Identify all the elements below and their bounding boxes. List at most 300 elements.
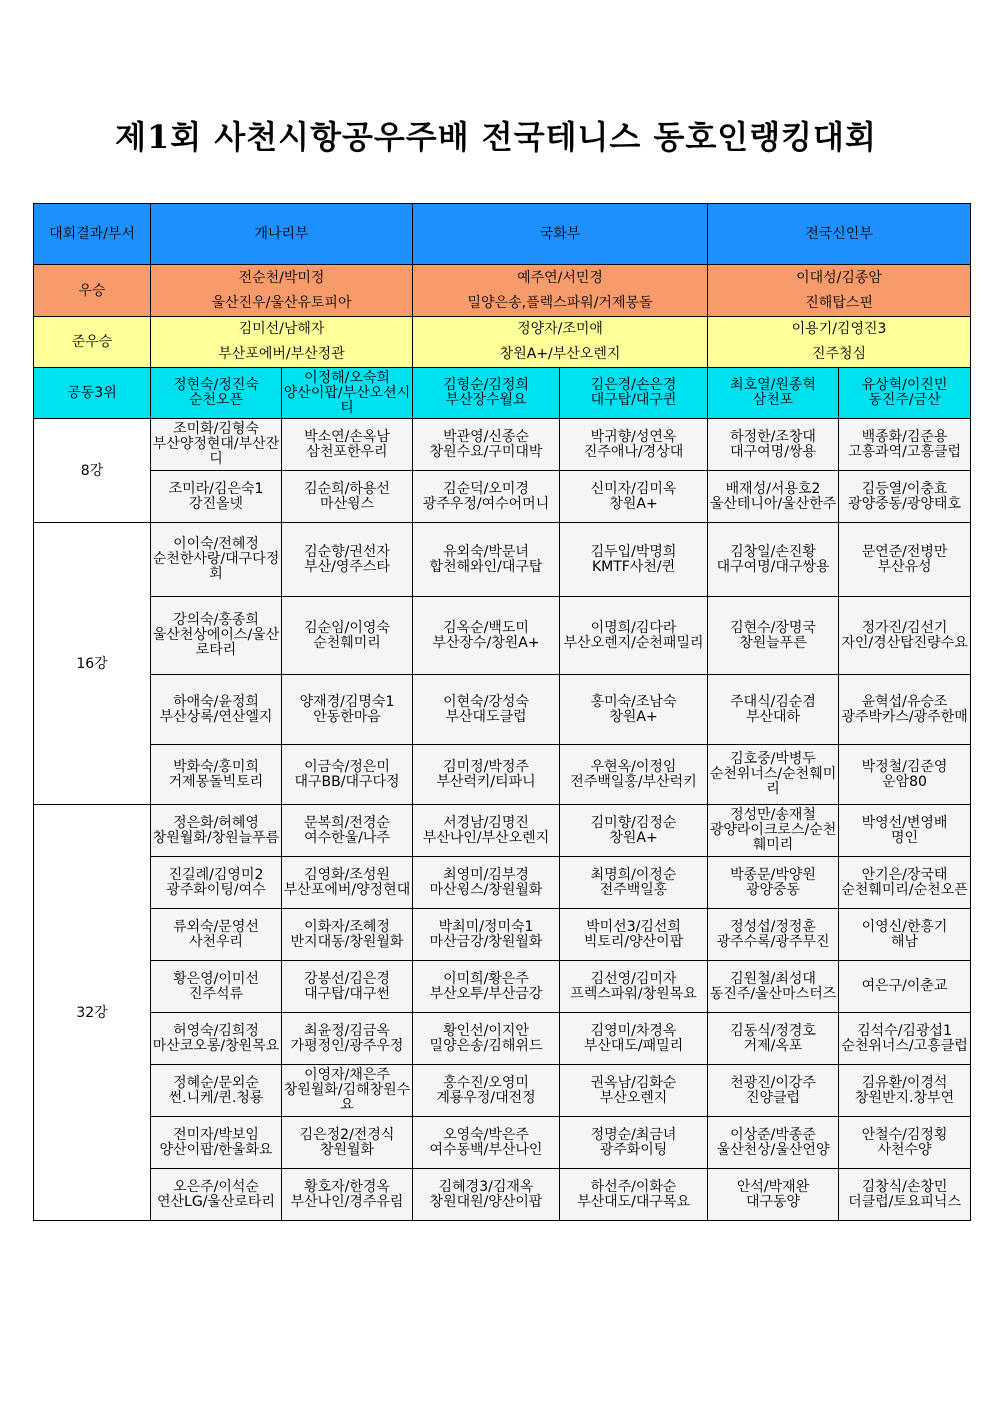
pair-clubs: 마산금강/창원월화 xyxy=(429,933,543,950)
pair-clubs: 울산천상에이스/울산로타리 xyxy=(152,627,280,658)
round-row xyxy=(34,857,971,909)
pair-names: 박영선/변영배 xyxy=(861,814,948,831)
pair-names: 박화숙/홍미희 xyxy=(173,758,259,775)
pair-cell xyxy=(282,471,413,523)
pair-names: 안철수/김정횡 xyxy=(861,1126,948,1143)
pair-clubs: 안동한마음 xyxy=(313,708,381,725)
pair-cell xyxy=(839,675,971,745)
pair-cell xyxy=(282,597,413,675)
pair-clubs: 창원월화 xyxy=(319,1141,375,1158)
pair-cell xyxy=(839,597,971,675)
pair-clubs: 반지대동/창원월화 xyxy=(290,933,404,950)
pair-cell xyxy=(839,1169,971,1221)
pair-clubs: 썬.니케/퀸.청룡 xyxy=(168,1089,264,1106)
pair-names: 권옥남/김화순 xyxy=(590,1074,677,1091)
pair-clubs: 거제몽돌빅토리 xyxy=(168,773,264,790)
pair-cell xyxy=(282,909,413,961)
pair-cell xyxy=(839,1065,971,1117)
pair-names: 양재경/김명숙1 xyxy=(299,693,395,710)
pair-names: 황인선/이지안 xyxy=(443,1022,529,1039)
pair-cell xyxy=(413,523,560,597)
winner-clubs: 울산진우/울산유토피아 xyxy=(211,294,352,311)
page-title: 제1회 사천시항공우주배 전국테니스 동호인랭킹대회 xyxy=(115,118,877,156)
pair-names: 박최미/정미숙1 xyxy=(438,918,534,935)
pair-cell xyxy=(560,419,708,471)
pair-clubs: 부산나인/부산오렌지 xyxy=(422,829,550,846)
pair-clubs: 창원A+ xyxy=(609,829,658,846)
pair-names: 김은경/손은경 xyxy=(590,377,677,393)
round-row xyxy=(34,745,971,805)
pair-names: 문연준/전병만 xyxy=(861,543,948,560)
pair-clubs: 동진주/울산마스터즈 xyxy=(709,985,837,1002)
round-row xyxy=(34,909,971,961)
runner-up-label: 준우승 xyxy=(34,317,151,368)
pair-names: 박관영/신종순 xyxy=(443,428,529,445)
pair-names: 박귀향/성연옥 xyxy=(590,428,677,445)
pair-cell xyxy=(413,1065,560,1117)
pair-cell xyxy=(413,1169,560,1221)
pair-names: 강의숙/홍종희 xyxy=(173,612,259,628)
pair-names: 최명희/이정순 xyxy=(590,866,677,883)
pair-cell xyxy=(560,1065,708,1117)
pair-clubs: 대구여명/대구쌍용 xyxy=(716,558,830,575)
round-row xyxy=(34,1065,971,1117)
pair-cell xyxy=(282,1013,413,1065)
pair-names: 강봉선/김은경 xyxy=(304,970,390,987)
pair-names: 정혜순/문외순 xyxy=(173,1074,259,1091)
pair-clubs: 대구탑/대구퀸 xyxy=(590,392,677,408)
pair-cell xyxy=(151,1013,282,1065)
pair-names: 하애숙/윤정희 xyxy=(173,693,259,710)
pair-cell xyxy=(839,961,971,1013)
pair-names: 조미화/김형숙 xyxy=(173,421,259,437)
pair-cell xyxy=(282,1065,413,1117)
pair-names: 최호열/원종혁 xyxy=(730,377,816,393)
runner-up-names: 이용기/김영진3 xyxy=(791,321,887,337)
results-table xyxy=(33,203,971,1221)
pair-names: 김두입/박명희 xyxy=(590,543,677,560)
round-row xyxy=(34,597,971,675)
pair-clubs: 창원늘푸른 xyxy=(739,634,807,651)
pair-clubs: 대구여명/쌍용 xyxy=(730,443,816,460)
division-header: 국화부 xyxy=(413,204,708,265)
round-row xyxy=(34,419,971,471)
pair-cell xyxy=(282,419,413,471)
pair-clubs: 울산테니아/울산한주 xyxy=(709,495,837,512)
pair-clubs: 연산LG/울산로타리 xyxy=(156,1193,276,1210)
pair-names: 정성만/송재철 xyxy=(730,807,816,823)
pair-cell xyxy=(413,597,560,675)
header-corner: 대회결과/부서 xyxy=(34,204,151,265)
pair-clubs: 부산양정현대/부산잔디 xyxy=(152,436,280,467)
pair-names: 진길례/김영미2 xyxy=(168,866,264,883)
pair-names: 최윤정/김금옥 xyxy=(304,1022,390,1039)
third-place-cell xyxy=(413,368,560,419)
pair-names: 유상혁/이진민 xyxy=(861,377,948,393)
pair-clubs: 명인 xyxy=(891,829,919,846)
pair-clubs: 사천우리 xyxy=(188,933,244,950)
pair-cell xyxy=(282,961,413,1013)
winner-clubs: 진해탑스핀 xyxy=(805,294,873,311)
pair-clubs: 진주애나/경상대 xyxy=(583,443,684,460)
pair-names: 이미희/황은주 xyxy=(443,970,529,987)
pair-clubs: 창원수요/구미대박 xyxy=(429,443,543,460)
runner-up-clubs: 부산포에버/부산정관 xyxy=(218,346,345,362)
pair-cell xyxy=(839,805,971,857)
pair-cell xyxy=(708,1013,839,1065)
pair-cell xyxy=(413,745,560,805)
pair-clubs: 순천한사랑/대구다정회 xyxy=(152,551,280,582)
pair-clubs: 순천오픈 xyxy=(188,392,244,408)
pair-clubs: 밀양은송/김해위드 xyxy=(429,1037,543,1054)
pair-names: 김미향/김정순 xyxy=(590,814,677,831)
pair-cell xyxy=(708,471,839,523)
pair-cell xyxy=(839,909,971,961)
pair-names: 최영미/김부경 xyxy=(443,866,529,883)
pair-cell xyxy=(151,419,282,471)
pair-clubs: 여수동백/부산나인 xyxy=(429,1141,543,1158)
pair-names: 서경남/김명진 xyxy=(443,814,529,831)
pair-clubs: 부산대도/대구목요 xyxy=(577,1193,690,1210)
pair-names: 홍미숙/조남숙 xyxy=(590,693,677,710)
pair-cell xyxy=(708,961,839,1013)
runner-up-clubs: 창원A+/부산오렌지 xyxy=(499,346,621,362)
pair-cell xyxy=(413,857,560,909)
pair-cell xyxy=(282,857,413,909)
pair-names: 김형순/김정희 xyxy=(443,377,529,393)
winner-names: 전순천/박미정 xyxy=(238,269,325,286)
pair-clubs: 창원A+ xyxy=(609,708,658,725)
pair-cell xyxy=(151,805,282,857)
third-place-label: 공동3위 xyxy=(34,368,151,419)
pair-names: 조미라/김은숙1 xyxy=(168,480,264,497)
pair-cell xyxy=(151,857,282,909)
pair-cell xyxy=(560,909,708,961)
pair-cell xyxy=(708,675,839,745)
pair-names: 신미자/김미옥 xyxy=(590,480,677,497)
pair-names: 김호중/박병두 xyxy=(730,751,816,767)
winner-names: 예주연/서민경 xyxy=(517,269,603,286)
pair-clubs: 부산럭키/티파니 xyxy=(436,773,536,790)
pair-names: 김순덕/오미경 xyxy=(443,480,529,497)
third-place-cell xyxy=(839,368,971,419)
pair-clubs: 마산코오롱/창원목요 xyxy=(152,1037,280,1054)
pair-cell xyxy=(560,523,708,597)
pair-names: 오은주/이석순 xyxy=(173,1178,259,1195)
pair-clubs: 부산상록/연산엘지 xyxy=(159,708,273,725)
pair-names: 정가진/김선기 xyxy=(861,619,948,636)
pair-names: 우현옥/이정임 xyxy=(590,758,677,775)
pair-cell xyxy=(560,857,708,909)
pair-names: 김옥순/백도미 xyxy=(443,619,529,636)
runner-up-names: 정양자/조미애 xyxy=(517,321,603,337)
winner-cell xyxy=(708,265,971,317)
pair-clubs: 진양클럽 xyxy=(745,1089,801,1106)
pair-clubs: 동진주/금산 xyxy=(868,392,941,408)
pair-names: 김창식/손창민 xyxy=(861,1178,948,1195)
pair-names: 이명희/김다라 xyxy=(590,619,677,636)
pair-cell xyxy=(708,1065,839,1117)
runner-up-cell xyxy=(413,317,708,368)
pair-cell xyxy=(708,909,839,961)
pair-cell xyxy=(839,523,971,597)
pair-cell xyxy=(151,1065,282,1117)
pair-cell xyxy=(708,745,839,805)
pair-cell xyxy=(413,471,560,523)
pair-cell xyxy=(151,597,282,675)
pair-clubs: 순천위너스/순천훼미리 xyxy=(709,766,837,797)
pair-cell xyxy=(560,1117,708,1169)
pair-clubs: 대구탑/대구썬 xyxy=(304,985,390,1002)
pair-clubs: 계룡우정/대전정 xyxy=(436,1089,536,1106)
pair-cell xyxy=(839,1013,971,1065)
pair-names: 하정한/조창대 xyxy=(730,428,816,445)
pair-names: 하선주/이화순 xyxy=(590,1178,677,1195)
pair-names: 정현숙/정진숙 xyxy=(173,377,259,393)
pair-names: 김등열/이충효 xyxy=(861,480,948,497)
pair-names: 이금숙/정은미 xyxy=(304,758,390,775)
pair-names: 홍수진/오영미 xyxy=(443,1074,529,1091)
pair-cell xyxy=(560,597,708,675)
pair-clubs: 강진올넷 xyxy=(188,495,244,512)
pair-clubs: 가평정인/광주우정 xyxy=(290,1037,404,1054)
pair-clubs: 전주백일홍/부산럭키 xyxy=(570,773,697,790)
pair-cell xyxy=(413,1117,560,1169)
pair-clubs: 진주석류 xyxy=(188,985,244,1002)
pair-clubs: 창원월화/김해창원수요 xyxy=(283,1082,411,1113)
pair-clubs: 해남 xyxy=(891,933,919,950)
pair-cell xyxy=(282,675,413,745)
pair-names: 이상준/박종준 xyxy=(730,1126,816,1143)
division-header: 개나리부 xyxy=(151,204,413,265)
pair-cell xyxy=(560,471,708,523)
pair-cell xyxy=(839,471,971,523)
pair-cell xyxy=(708,1117,839,1169)
pair-clubs: 부산대하 xyxy=(745,708,801,725)
pair-names: 유외숙/박문녀 xyxy=(443,543,529,560)
division-header: 전국신인부 xyxy=(708,204,971,265)
pair-clubs: 마산윙스/창원월화 xyxy=(429,881,543,898)
pair-names: 박소연/손옥남 xyxy=(304,428,390,445)
pair-cell xyxy=(282,1117,413,1169)
pair-cell xyxy=(839,419,971,471)
pair-clubs: 창원대원/양산이팝 xyxy=(429,1193,543,1210)
pair-names: 허영숙/김희정 xyxy=(173,1022,259,1039)
pair-cell xyxy=(151,961,282,1013)
pair-names: 김영화/조성원 xyxy=(304,866,390,883)
pair-clubs: 삼천포한우리 xyxy=(306,443,388,460)
pair-clubs: 자인/경산탑진량수요 xyxy=(841,634,968,651)
pair-names: 김현수/장명국 xyxy=(730,619,816,636)
pair-cell xyxy=(413,1013,560,1065)
pair-clubs: 광주우정/여수어머니 xyxy=(422,495,550,512)
third-place-cell xyxy=(708,368,839,419)
pair-cell xyxy=(151,471,282,523)
pair-names: 김동식/정경호 xyxy=(730,1022,816,1039)
pair-names: 윤혁섭/유승조 xyxy=(861,693,948,710)
pair-cell xyxy=(708,857,839,909)
pair-names: 이화자/조혜정 xyxy=(304,918,390,935)
pair-clubs: 울산천상/울산언양 xyxy=(716,1141,830,1158)
pair-clubs: 부산나인/경주유림 xyxy=(290,1193,404,1210)
pair-names: 이현숙/강성숙 xyxy=(443,693,529,710)
pair-clubs: 여수한울/나주 xyxy=(304,829,390,846)
pair-names: 김미정/박정주 xyxy=(443,758,529,775)
pair-names: 김선영/김미자 xyxy=(590,970,677,987)
pair-cell xyxy=(151,745,282,805)
pair-clubs: 광주박카스/광주한매 xyxy=(841,708,968,725)
pair-clubs: 부산장수월요 xyxy=(445,392,527,408)
pair-cell xyxy=(282,523,413,597)
pair-names: 황호자/한경옥 xyxy=(304,1178,390,1195)
pair-clubs: 부산대도/패밀리 xyxy=(583,1037,684,1054)
pair-clubs: 부산대도클럽 xyxy=(445,708,527,725)
winner-row xyxy=(34,265,971,317)
pair-clubs: 삼천포 xyxy=(752,392,794,408)
pair-clubs: 사천수양 xyxy=(877,1141,932,1158)
round-label: 8강 xyxy=(34,419,151,523)
pair-names: 이정해/오숙희 xyxy=(304,369,390,386)
pair-cell xyxy=(413,675,560,745)
pair-clubs: 부산오투/부산금강 xyxy=(429,985,543,1002)
pair-cell xyxy=(560,805,708,857)
pair-cell xyxy=(708,597,839,675)
pair-names: 안기은/장국태 xyxy=(861,866,948,883)
round-row xyxy=(34,675,971,745)
pair-clubs: KMTF사천/퀸 xyxy=(591,558,676,575)
third-place-cell xyxy=(282,368,413,419)
pair-clubs: 광양중동 xyxy=(745,881,801,898)
pair-clubs: 순천훼미리/순천오픈 xyxy=(841,881,968,898)
round-label: 16강 xyxy=(34,523,151,805)
pair-cell xyxy=(282,1169,413,1221)
pair-clubs: 창원반지.창부연 xyxy=(854,1089,955,1106)
pair-clubs: 부산장수/창원A+ xyxy=(432,634,540,651)
runner-up-row xyxy=(34,317,971,368)
round-row xyxy=(34,1169,971,1221)
runner-up-names: 김미선/남해자 xyxy=(238,321,325,337)
pair-names: 여은구/이춘교 xyxy=(861,978,948,994)
pair-cell xyxy=(413,961,560,1013)
pair-clubs: 대구동양 xyxy=(745,1193,801,1210)
runner-up-clubs: 진주청심 xyxy=(811,346,867,362)
pair-cell xyxy=(151,1117,282,1169)
winner-clubs: 밀양은송,플렉스파워/거제몽돌 xyxy=(467,294,653,311)
pair-cell xyxy=(413,419,560,471)
round-row xyxy=(34,1117,971,1169)
pair-names: 김석수/김광섭1 xyxy=(857,1022,952,1039)
pair-clubs: 고흥과역/고흥클럽 xyxy=(848,443,961,460)
pair-clubs: 양산이팝/한울화요 xyxy=(159,1141,273,1158)
pair-clubs: 합천해와인/대구탑 xyxy=(429,558,543,575)
pair-names: 김원철/최성대 xyxy=(730,970,816,987)
pair-names: 정명순/최금녀 xyxy=(590,1126,677,1143)
pair-cell xyxy=(560,1169,708,1221)
pair-clubs: 광주수록/광주무진 xyxy=(716,933,830,950)
pair-names: 김창일/손진황 xyxy=(730,543,816,560)
pair-cell xyxy=(151,909,282,961)
pair-cell xyxy=(839,857,971,909)
pair-cell xyxy=(560,745,708,805)
pair-clubs: 부산유성 xyxy=(877,558,932,575)
results-table-body xyxy=(34,204,971,1221)
pair-clubs: 더클럽/토요피닉스 xyxy=(848,1193,961,1210)
pair-names: 김순희/하용선 xyxy=(304,480,390,497)
pair-clubs: 전주백일홍 xyxy=(599,881,668,898)
header-row xyxy=(34,204,971,265)
pair-cell xyxy=(151,523,282,597)
pair-cell xyxy=(708,1169,839,1221)
pair-cell xyxy=(151,675,282,745)
pair-names: 황은영/이미선 xyxy=(173,970,259,987)
pair-names: 정성섭/정정훈 xyxy=(730,918,816,935)
pair-cell xyxy=(839,745,971,805)
pair-clubs: 부산오렌지 xyxy=(599,1089,668,1106)
pair-names: 오영숙/박은주 xyxy=(443,1126,529,1143)
pair-clubs: 프렉스파워/창원목요 xyxy=(570,985,697,1002)
pair-cell xyxy=(708,523,839,597)
pair-clubs: 양산이팝/부산오션시티 xyxy=(283,384,411,416)
pair-names: 이이숙/전혜정 xyxy=(173,536,259,552)
pair-clubs: 거제/옥포 xyxy=(743,1037,803,1054)
pair-clubs: 순천위너스/고흥클럽 xyxy=(841,1037,968,1054)
runner-up-cell xyxy=(151,317,413,368)
pair-clubs: 마산윙스 xyxy=(319,495,375,512)
round-row xyxy=(34,471,971,523)
pair-names: 류외숙/문영선 xyxy=(173,918,259,935)
third-place-cell xyxy=(151,368,282,419)
pair-clubs: 창원A+ xyxy=(609,495,658,512)
round-row xyxy=(34,1013,971,1065)
pair-clubs: 창원월화/창원늘푸름 xyxy=(152,829,280,846)
pair-clubs: 부산오렌지/순천패밀리 xyxy=(563,634,704,651)
pair-cell xyxy=(282,805,413,857)
round-row xyxy=(34,961,971,1013)
winner-label: 우승 xyxy=(34,265,151,317)
pair-clubs: 광양라이크로스/순천훼미리 xyxy=(709,822,837,853)
pair-cell xyxy=(413,805,560,857)
pair-names: 이영자/채은주 xyxy=(304,1067,390,1083)
round-row xyxy=(34,805,971,857)
pair-clubs: 대구BB/대구다정 xyxy=(294,773,400,790)
third-place-row xyxy=(34,368,971,419)
pair-names: 전미자/박보임 xyxy=(173,1126,259,1143)
pair-cell xyxy=(413,909,560,961)
winner-cell xyxy=(151,265,413,317)
pair-clubs: 광양중동/광양태호 xyxy=(848,495,961,512)
pair-names: 주대식/김순겸 xyxy=(730,693,816,710)
winner-names: 이대성/김종암 xyxy=(796,269,882,286)
pair-clubs: 순천훼미리 xyxy=(313,634,381,651)
round-label: 32강 xyxy=(34,805,151,1221)
pair-names: 박정철/김준영 xyxy=(861,758,948,775)
round-row xyxy=(34,523,971,597)
pair-names: 안석/박재완 xyxy=(736,1178,810,1195)
pair-clubs: 부산/영주스타 xyxy=(304,558,390,575)
pair-names: 문복희/전경순 xyxy=(304,814,390,831)
runner-up-cell xyxy=(708,317,971,368)
pair-cell xyxy=(708,419,839,471)
pair-names: 박미선3/김선희 xyxy=(586,918,681,935)
pair-names: 이영신/한흥기 xyxy=(861,918,948,935)
pair-names: 김유환/이경석 xyxy=(861,1074,948,1091)
pair-clubs: 운암80 xyxy=(882,773,927,790)
pair-clubs: 광주화이팅/여수 xyxy=(166,881,266,898)
pair-cell xyxy=(560,675,708,745)
pair-cell xyxy=(560,961,708,1013)
pair-names: 배재성/서용호2 xyxy=(725,480,821,497)
pair-clubs: 광주화이팅 xyxy=(599,1141,668,1158)
